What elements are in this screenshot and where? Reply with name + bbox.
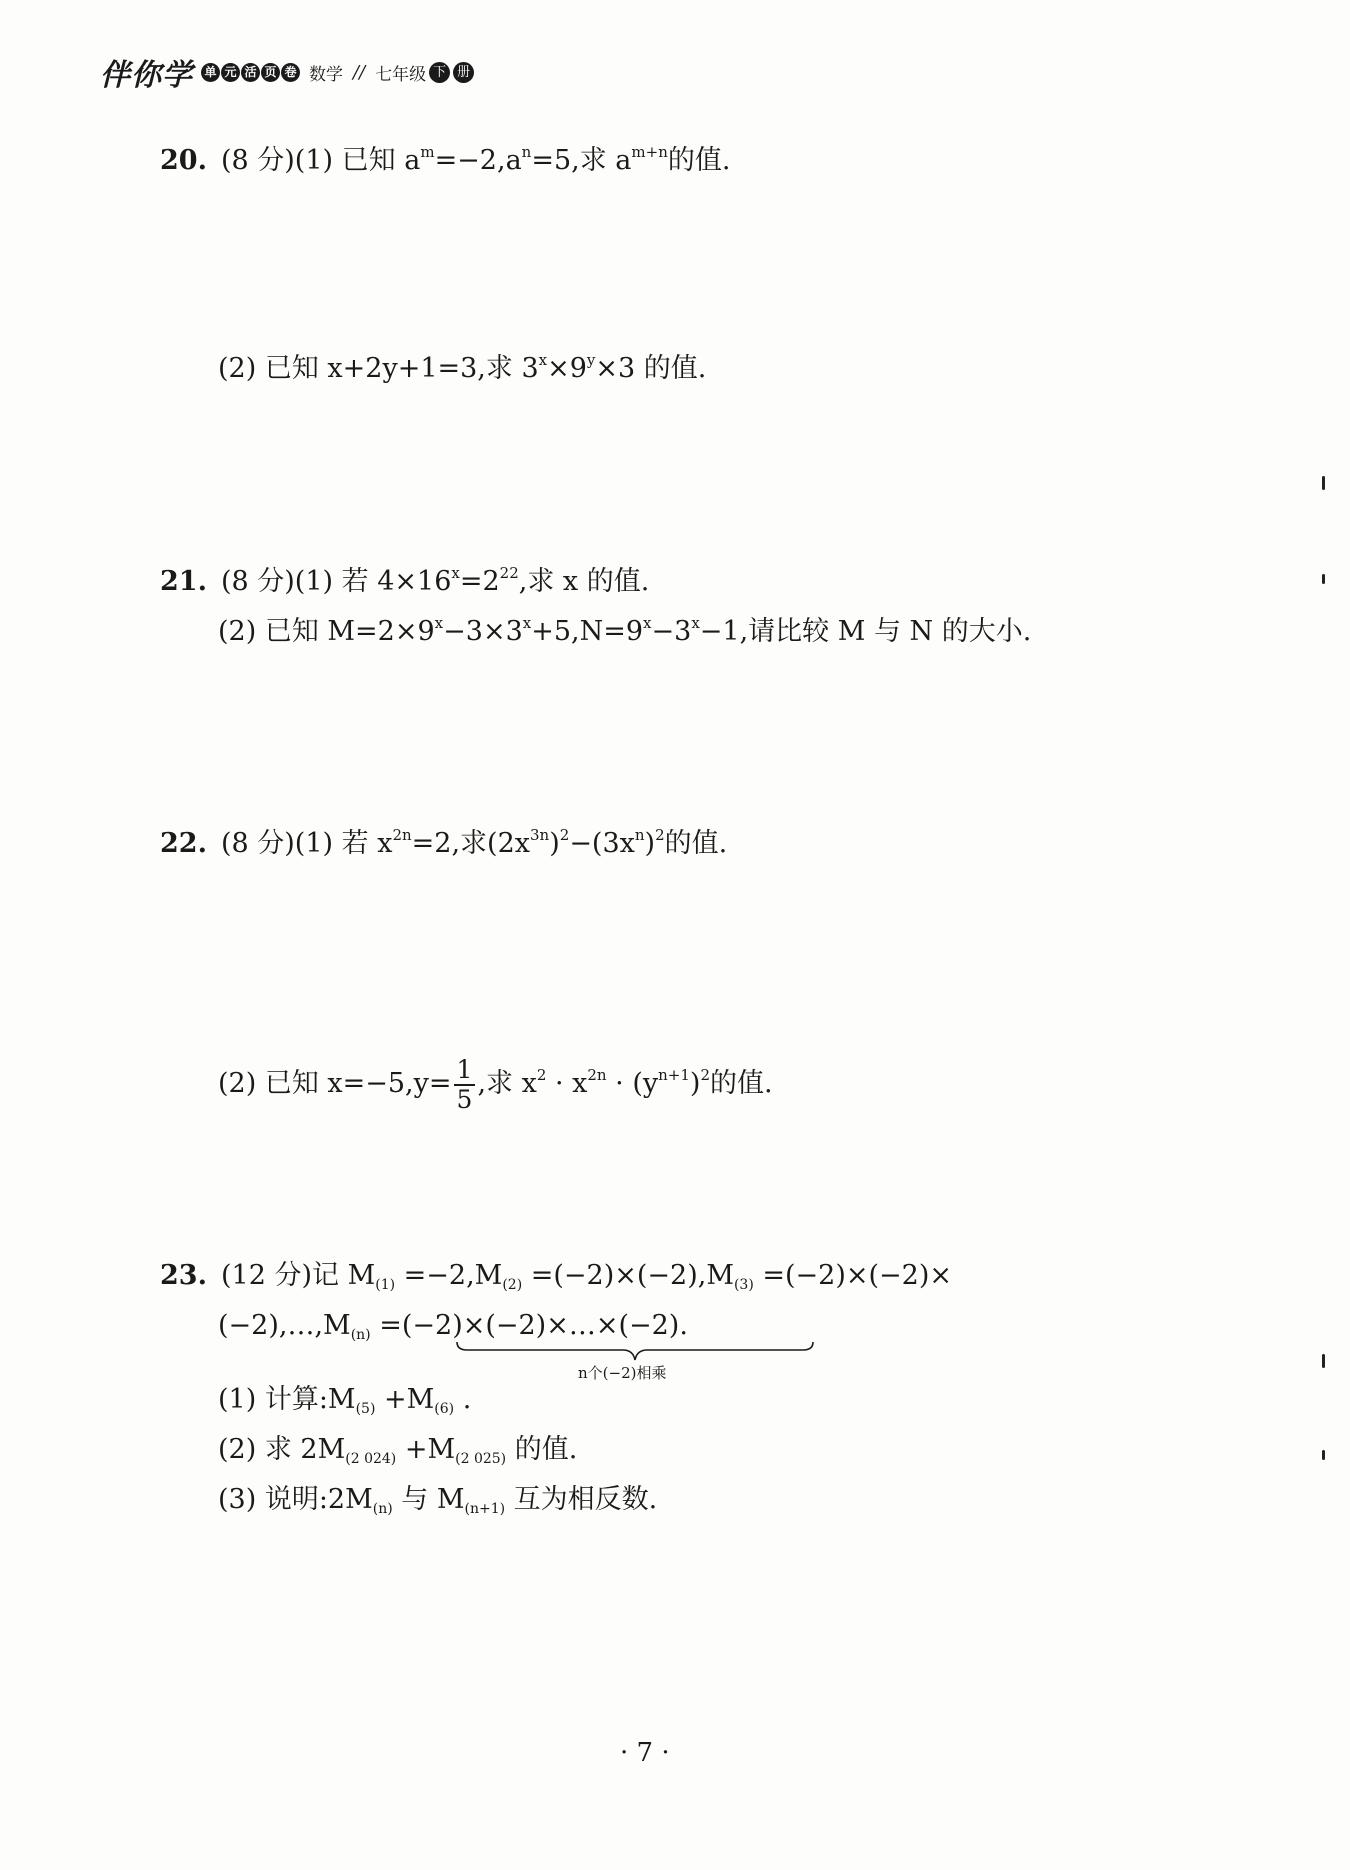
text: 的值. (667, 145, 731, 176)
subscript: (n+1) (464, 1501, 506, 1517)
text: −3×3 (443, 616, 523, 647)
badge-char: 单 (201, 63, 220, 82)
text: (3) 说明:2M (218, 1484, 373, 1515)
volume-suffix-badge: 册 (453, 62, 474, 83)
text: (8 分)(1) 已知 a (220, 145, 421, 176)
scan-mark (1322, 476, 1325, 490)
subscript: (n) (372, 1501, 393, 1517)
scan-mark (1322, 574, 1325, 584)
subject-label: 数学 (309, 64, 343, 85)
exponent: 2 (536, 1066, 547, 1084)
text: . (454, 1384, 472, 1415)
exponent: 2 (655, 826, 665, 844)
question-21-part-1 (160, 553, 649, 602)
text: −3 (651, 616, 692, 647)
header-separator: // (353, 61, 366, 83)
text: =(−2)×(−2),M (522, 1260, 734, 1291)
question-number: 20. (160, 145, 207, 176)
text: ) (644, 828, 656, 859)
subscript: (2 025) (455, 1451, 507, 1467)
series-badge (201, 63, 301, 82)
question-23-subpart-3 (218, 1480, 657, 1529)
text: . (679, 1310, 688, 1341)
fraction-denominator: 5 (456, 1084, 473, 1114)
exponent: 2n (392, 826, 412, 844)
subscript: (5) (355, 1401, 376, 1417)
text: (2) 求 2M (218, 1434, 346, 1465)
question-21-part-2 (218, 603, 1031, 652)
badge-char: 卷 (281, 63, 300, 82)
exponent: x (691, 614, 700, 632)
question-23-subpart-2 (218, 1430, 577, 1479)
text: =5,求 a (531, 145, 632, 176)
text: 与 M (392, 1484, 465, 1515)
text: 的值. (664, 828, 728, 859)
volume-badge: 下 (429, 62, 450, 83)
text: 的值. (710, 1068, 773, 1099)
text: =2,求(2x (411, 828, 530, 859)
text: =−2,M (395, 1260, 503, 1291)
badge-char: 元 (221, 63, 240, 82)
subscript: (2 024) (345, 1451, 397, 1467)
text: +M (396, 1434, 456, 1465)
text: ) (689, 1068, 701, 1099)
question-number: 23. (160, 1260, 207, 1291)
exponent: n (521, 143, 532, 161)
exponent: 2n (587, 1066, 607, 1084)
underbraced-product: (−2)×(−2)×…×(−2) (401, 1310, 680, 1341)
exponent: x (451, 564, 460, 582)
question-23-subpart-1 (218, 1380, 471, 1429)
text: (2) 已知 M=2×9 (218, 616, 435, 647)
text: (−2),…,M (218, 1310, 351, 1341)
text: · x (546, 1068, 588, 1099)
question-22-part-2 (218, 1040, 773, 1119)
text: · (y (606, 1068, 659, 1099)
grade-label: 七年级 (375, 64, 427, 85)
question-number: 21. (160, 566, 207, 597)
exponent: 2 (700, 1066, 711, 1084)
text: −(3x (569, 828, 635, 859)
page-number: · 7 · (620, 1738, 670, 1768)
underbrace-icon (455, 1340, 815, 1362)
scan-mark (1322, 1354, 1325, 1368)
text: +M (375, 1384, 435, 1415)
fraction-numerator: 1 (454, 1056, 476, 1086)
subscript: (6) (434, 1401, 455, 1417)
exponent: x (643, 614, 652, 632)
text: (2) 已知 x=−5,y= (218, 1068, 452, 1099)
text: (1) 计算:M (218, 1384, 356, 1415)
text: (8 分)(1) 若 4×16 (220, 566, 452, 597)
text: (8 分)(1) 若 x (220, 828, 393, 859)
exponent: x (434, 614, 444, 632)
exponent: n (634, 826, 645, 844)
text: (2) 已知 x+2y+1=3,求 3 (218, 353, 539, 384)
scan-mark (1322, 1450, 1325, 1460)
question-20-part-1 (160, 132, 730, 181)
text: ,求 x 的值. (518, 566, 650, 597)
text: 互为相反数. (505, 1484, 658, 1515)
subscript: (2) (502, 1277, 523, 1293)
text: = (370, 1310, 402, 1341)
question-23-line-1 (160, 1256, 952, 1305)
exponent: 3n (530, 826, 550, 844)
underbrace-label: n个(−2)相乘 (578, 1364, 667, 1382)
subscript: (n) (350, 1327, 371, 1343)
question-number: 22. (160, 828, 207, 859)
text: ,求 x (477, 1068, 537, 1099)
page-header (100, 52, 474, 92)
text: ×3 的值. (595, 353, 707, 384)
exponent: x (538, 351, 548, 369)
text: =−2,a (434, 145, 522, 176)
text: =(−2)×(−2)× (753, 1260, 953, 1291)
exponent: x (522, 614, 532, 632)
brand-title: 伴你学 (100, 58, 193, 93)
text: (12 分)记 M (220, 1260, 376, 1291)
question-20-part-2 (218, 340, 706, 389)
text: =2 (459, 566, 500, 597)
text: 的值. (506, 1434, 578, 1465)
text: +5,N=9 (531, 616, 644, 647)
text: ) (549, 828, 560, 859)
exponent: m (420, 143, 435, 161)
exponent: 2 (559, 826, 570, 844)
subscript: (1) (375, 1277, 396, 1293)
badge-char: 页 (261, 63, 280, 82)
badge-char: 活 (241, 63, 260, 82)
subscript: (3) (733, 1277, 754, 1293)
exponent: y (586, 351, 596, 369)
exponent: n+1 (658, 1066, 690, 1084)
question-22-part-1 (160, 815, 727, 864)
text: −1,请比较 M 与 N 的大小. (699, 616, 1032, 647)
text: ×9 (547, 353, 587, 384)
exponent: m+n (631, 143, 668, 161)
fraction (454, 1056, 476, 1114)
exponent: 22 (499, 564, 519, 582)
